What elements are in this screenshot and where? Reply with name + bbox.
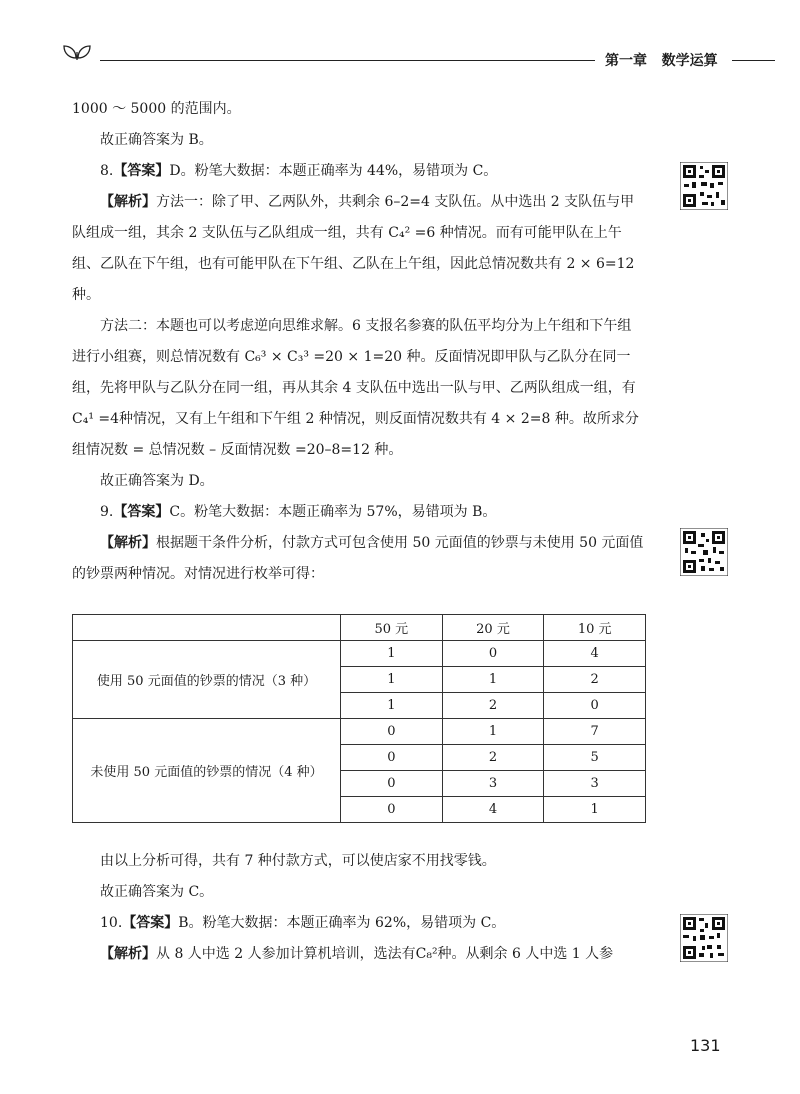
q8-final-answer: 故正确答案为 D。 <box>100 473 214 489</box>
q8-analysis: 【解析】方法一：除了甲、乙两队外，共剩余 6–2=4 支队伍。从中选出 2 支队伍与甲队组成一组，其余 2 支队伍与乙队组成一组，共有 C₄² =6 种情况。而有可能甲队在上午组、乙队在下午组，也有可能甲队在下午组、乙队在上午组，因此总情况数共有 2 × 6=12 种。 <box>72 194 635 303</box>
table-header-row <box>73 615 646 641</box>
group-label-without-50: 未使用 50 元面值的钞票的情况（4 种） <box>73 719 341 823</box>
page-number: 131 <box>690 1036 721 1055</box>
table-cell: 0 <box>341 771 443 797</box>
table-cell: 2 <box>442 745 544 771</box>
table-cell: 2 <box>442 693 544 719</box>
chapter-number: 第一章 <box>605 53 647 69</box>
content-bottom <box>72 846 644 970</box>
table-cell: 0 <box>341 745 443 771</box>
q9-answer: 9.【答案】C。粉笔大数据：本题正确率为 57%，易错项为 B。 <box>100 504 497 520</box>
analysis-label: 【解析】 <box>100 194 156 210</box>
table-cell: 1 <box>442 667 544 693</box>
table-header-cell <box>73 615 341 641</box>
analysis-label: 【解析】 <box>100 946 156 962</box>
table-cell: 0 <box>442 641 544 667</box>
table-row <box>73 641 646 667</box>
answer-label: 【答案】 <box>122 915 179 931</box>
q10-analysis: 【解析】从 8 人中选 2 人参加计算机培训，选法有C₈²种。从剩余 6 人中选 1 人参 <box>100 946 614 962</box>
table-cell: 1 <box>544 797 646 823</box>
analysis-label: 【解析】 <box>100 535 156 551</box>
table-cell: 2 <box>544 667 646 693</box>
group-label-with-50: 使用 50 元面值的钞票的情况（3 种） <box>73 641 341 719</box>
table-cell: 3 <box>544 771 646 797</box>
table-cell: 1 <box>341 693 443 719</box>
chapter-title <box>605 50 718 70</box>
table-header-cell: 20 元 <box>442 615 544 641</box>
q9-conclusion: 由以上分析可得，共有 7 种付款方式，可以使店家不用找零钱。 <box>100 853 496 869</box>
q9-analysis: 【解析】根据题干条件分析，付款方式可包含使用 50 元面值的钞票与未使用 50 元面值的钞票两种情况。对情况进行枚举可得： <box>72 535 644 582</box>
text-line: 故正确答案为 B。 <box>100 132 213 148</box>
table-cell: 3 <box>442 771 544 797</box>
table-cell: 0 <box>341 719 443 745</box>
content-top <box>72 94 644 590</box>
answer-label: 【答案】 <box>113 504 170 520</box>
table-cell: 4 <box>544 641 646 667</box>
qr-code-icon[interactable] <box>680 162 728 210</box>
qr-code-icon[interactable] <box>680 914 728 962</box>
table-cell: 1 <box>341 641 443 667</box>
table-cell: 4 <box>442 797 544 823</box>
table-cell: 1 <box>442 719 544 745</box>
q10-answer: 10.【答案】B。粉笔大数据：本题正确率为 62%，易错项为 C。 <box>100 915 506 931</box>
table-cell: 0 <box>341 797 443 823</box>
page-header <box>60 38 775 78</box>
table-cell: 5 <box>544 745 646 771</box>
answer-label: 【答案】 <box>113 163 170 179</box>
q8-method2: 方法二：本题也可以考虑逆向思维求解。6 支报名参赛的队伍平均分为上午组和下午组进行小组赛，则总情况数有 C₆³ × C₃³ =20 × 1=20 种。反面情况即甲队与乙队分在同一组，先将甲队与乙队分在同一组，再从其余 4 支队伍中选出一队与甲、乙两队组成一组，有C₄¹ =4种情况，又有上午组和下午组 2 种情况，则反面情况数共有 4 × 2=8 种。故所求分组情况数 = 总情况数 – 反面情况数 =20–8=12 种。 <box>72 318 639 458</box>
table-header-cell: 50 元 <box>341 615 443 641</box>
table-cell: 0 <box>544 693 646 719</box>
table-row <box>73 719 646 745</box>
table-cell: 1 <box>341 667 443 693</box>
text-line: 1000 ～ 5000 的范围内。 <box>72 101 241 117</box>
header-rule-right <box>732 60 775 61</box>
table-cell: 7 <box>544 719 646 745</box>
q9-final-answer: 故正确答案为 C。 <box>100 884 214 900</box>
q8-answer: 8.【答案】D。粉笔大数据：本题正确率为 44%，易错项为 C。 <box>100 163 498 179</box>
chapter-name: 数学运算 <box>661 53 718 69</box>
payment-enumeration-table <box>72 614 646 823</box>
header-rule-left <box>100 60 595 61</box>
leaf-icon <box>60 38 94 62</box>
table-header-cell: 10 元 <box>544 615 646 641</box>
qr-code-icon[interactable] <box>680 528 728 576</box>
